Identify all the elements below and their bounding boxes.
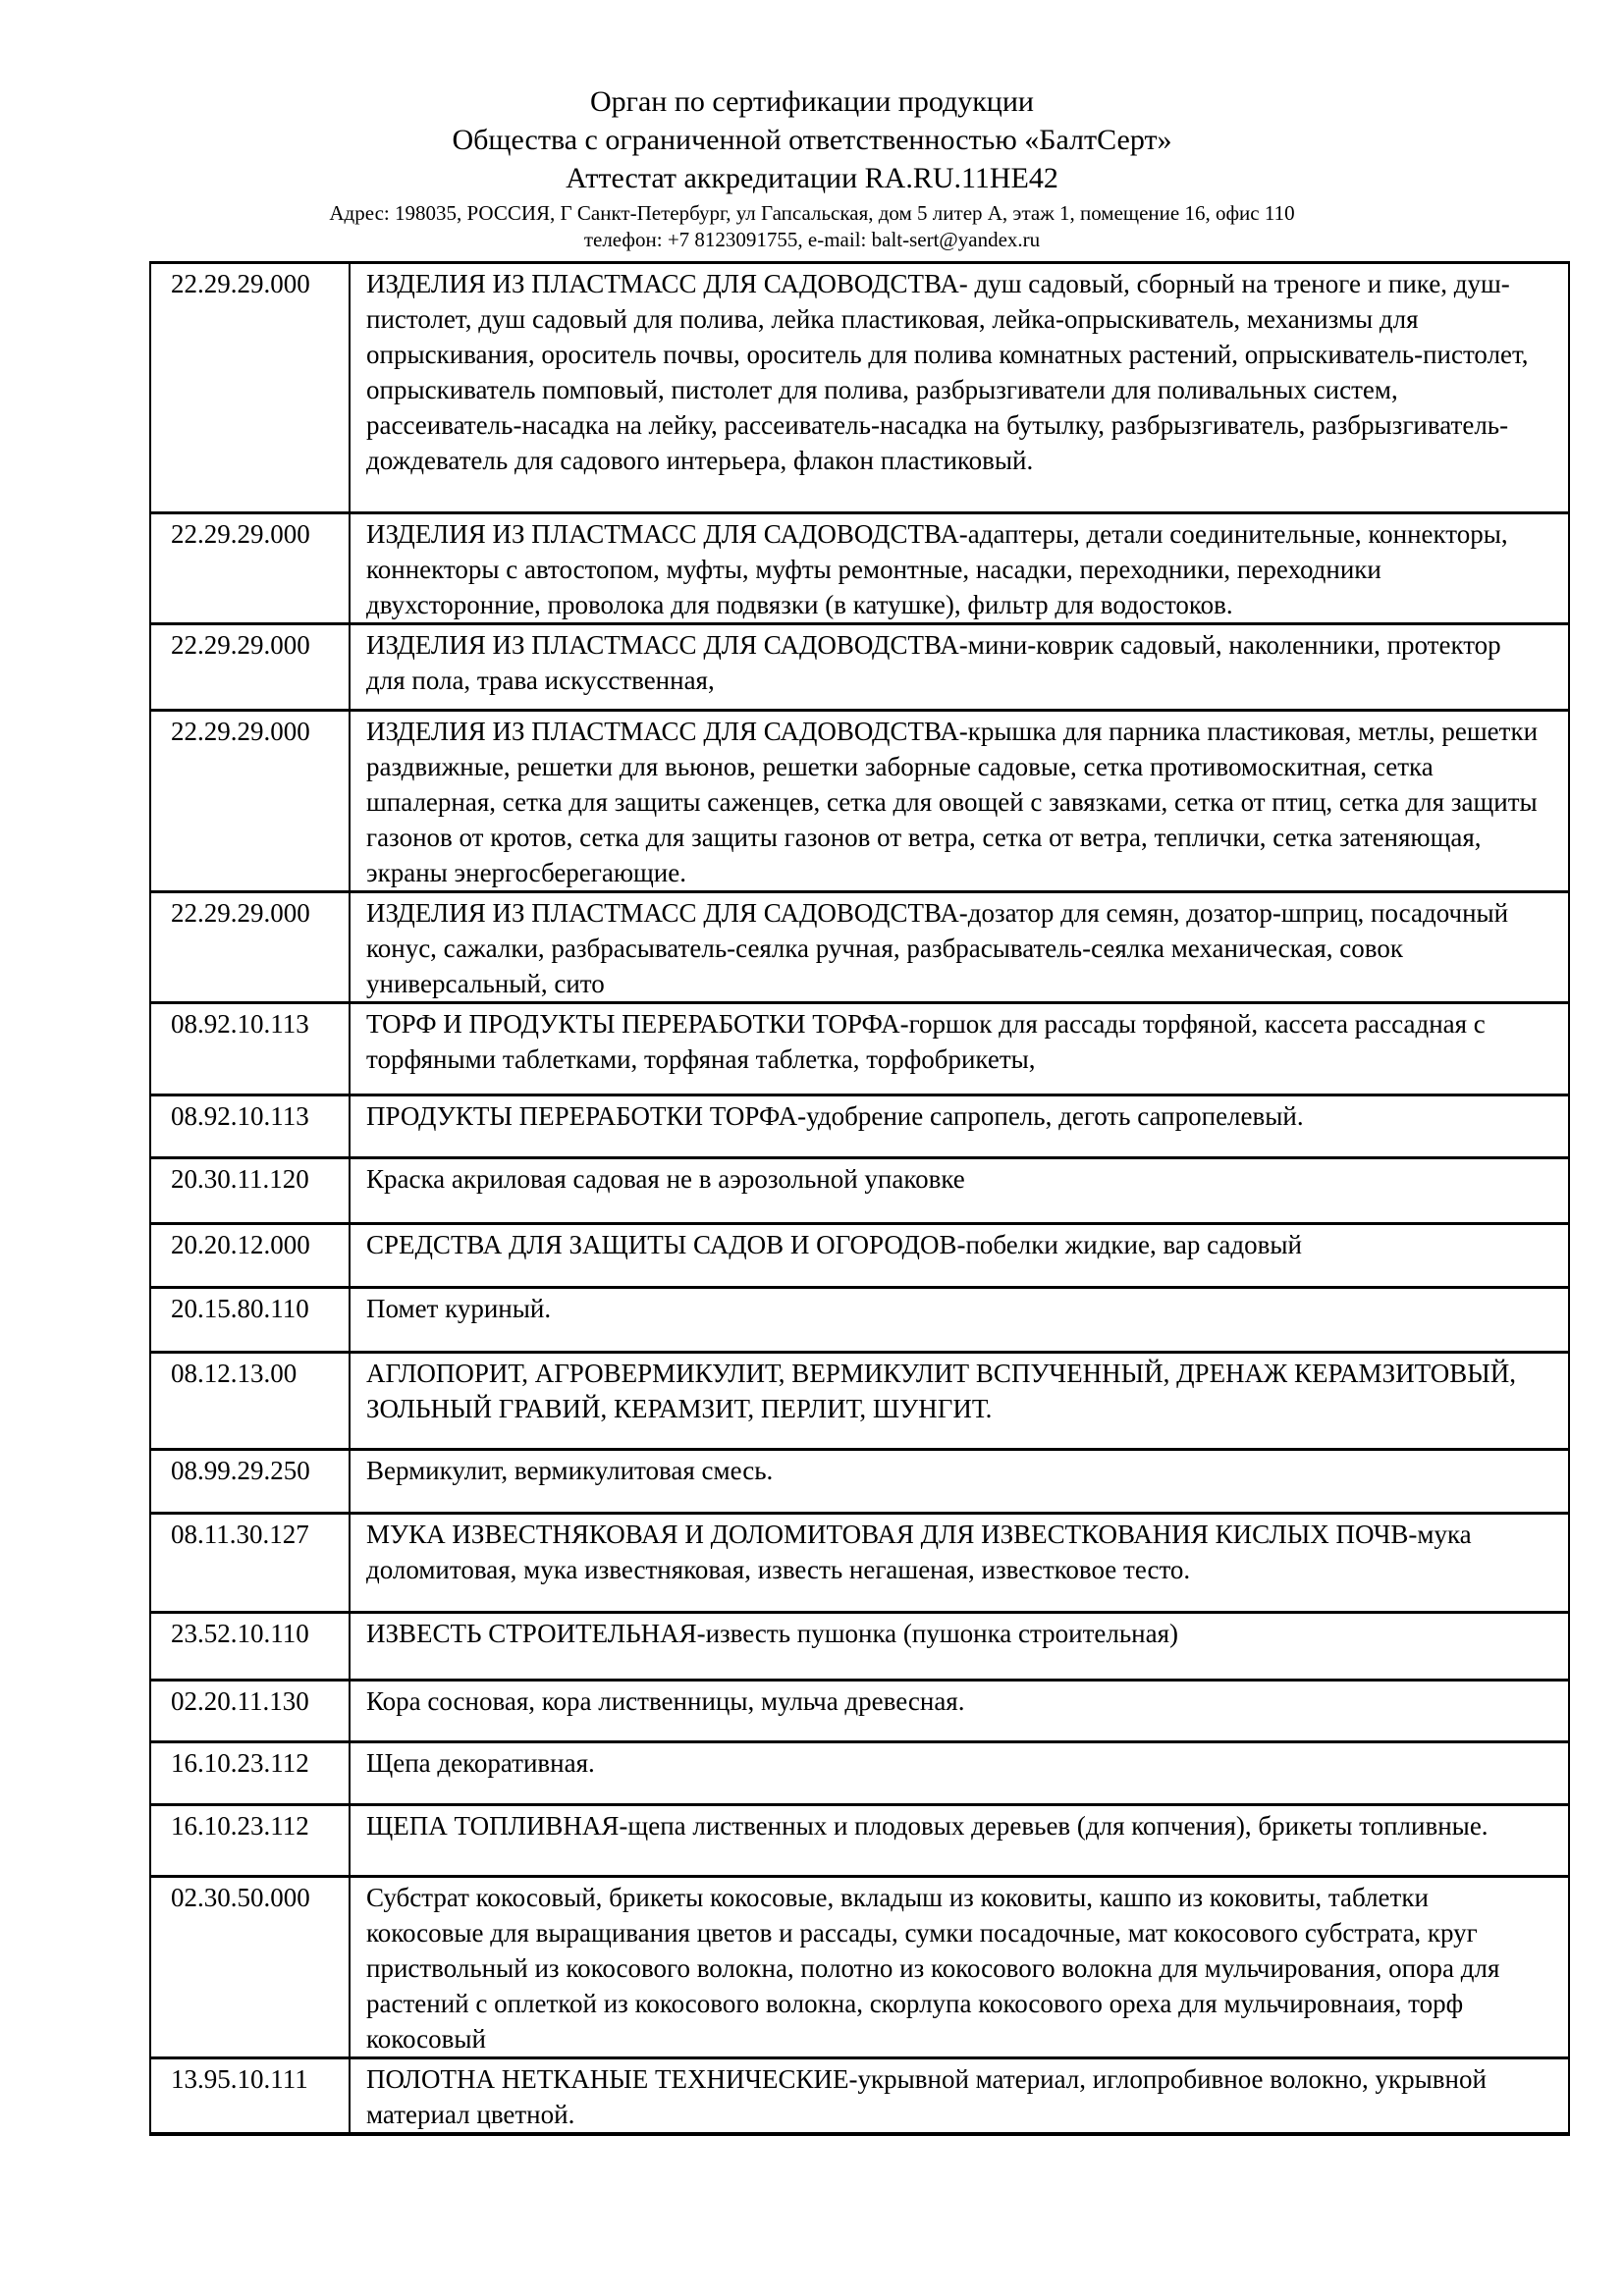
product-code: 22.29.29.000 [150,892,350,1003]
product-description: ИЗДЕЛИЯ ИЗ ПЛАСТМАСС ДЛЯ САДОВОДСТВА-мини-коврик садовый, наколенники, протектор для пола, трава искусственная, [350,624,1569,711]
product-code: 22.29.29.000 [150,263,350,513]
product-code: 13.95.10.111 [150,2058,350,2135]
product-description: ИЗВЕСТЬ СТРОИТЕЛЬНАЯ-известь пушонка (пушонка строительная) [350,1613,1569,1681]
product-code: 20.20.12.000 [150,1224,350,1288]
table-row [150,1353,1569,1450]
product-code: 16.10.23.112 [150,1742,350,1805]
org-title-line-2: Общества с ограниченной ответственностью «БалтСерт» [452,124,1172,156]
product-code: 08.92.10.113 [150,1003,350,1095]
table-row [150,624,1569,711]
product-code: 23.52.10.110 [150,1613,350,1681]
product-description: Помет куриный. [350,1288,1569,1353]
product-description: Кора сосновая, кора лиственницы, мульча древесная. [350,1681,1569,1742]
table-row [150,1095,1569,1158]
table-row [150,1742,1569,1805]
product-description: Субстрат кокосовый, брикеты кокосовые, вкладыш из коковиты, кашпо из коковиты, таблетки кокосовые для выращивания цветов и рассады, сумки посадочные, мат кокосового субстрата, круг приствольный из кокосового волокна, полотно из кокосового волокна для мульчирования, опора для растений с оплеткой из кокосового волокна, скорлупа кокосового ореха для мульчировнаия, торф кокосовый [350,1877,1569,2058]
table-row [150,1003,1569,1095]
table-row [150,2058,1569,2135]
product-table [149,261,1570,2136]
table-row [150,1681,1569,1742]
table-row [150,263,1569,513]
accreditation-line: Аттестат аккредитации RA.RU.11НЕ42 [566,162,1058,194]
product-code: 20.15.80.110 [150,1288,350,1353]
product-description: ИЗДЕЛИЯ ИЗ ПЛАСТМАСС ДЛЯ САДОВОДСТВА-крышка для парника пластиковая, метлы, решетки раздвижные, решетки для вьюнов, решетки заборные садовые, сетка противомоскитная, сетка шпалерная, сетка для защиты саженцев, сетка для овощей с завязками, сетка от птиц, сетка для защиты газонов от кротов, сетка для защиты газонов от ветра, сетка от ветра, теплички, сетка затеняющая, экраны энергосберегающие. [350,711,1569,892]
org-title-line-1: Орган по сертификации продукции [590,85,1034,118]
product-description: Щепа декоративная. [350,1742,1569,1805]
table-row [150,513,1569,624]
product-code: 20.30.11.120 [150,1158,350,1224]
table-row [150,1224,1569,1288]
product-code: 22.29.29.000 [150,624,350,711]
contact-line: телефон: +7 8123091755, e-mail: balt-sert@yandex.ru [583,228,1041,251]
product-description: ЩЕПА ТОПЛИВНАЯ-щепа лиственных и плодовых деревьев (для копчения), брикеты топливные. [350,1805,1569,1877]
address-line: Адрес: 198035, РОССИЯ, Г Санкт-Петербург, ул Гапсальская, дом 5 литер А, этаж 1, помещение 16, офис 110 [329,201,1295,225]
product-description: ТОРФ И ПРОДУКТЫ ПЕРЕРАБОТКИ ТОРФА-горшок для рассады торфяной, кассета рассадная с торфяными таблетками, торфяная таблетка, торфобрикеты, [350,1003,1569,1095]
product-description: ПОЛОТНА НЕТКАНЫЕ ТЕХНИЧЕСКИЕ-укрывной материал, иглопробивное волокно, укрывной материал цветной. [350,2058,1569,2135]
table-row [150,1514,1569,1613]
table-row [150,711,1569,892]
table-row [150,1158,1569,1224]
table-row [150,1288,1569,1353]
table-row [150,1613,1569,1681]
product-description: МУКА ИЗВЕСТНЯКОВАЯ И ДОЛОМИТОВАЯ ДЛЯ ИЗВЕСТКОВАНИЯ КИСЛЫХ ПОЧВ-мука доломитовая, мука известняковая, известь негашеная, известковое тесто. [350,1514,1569,1613]
table-row [150,1877,1569,2058]
product-description: ПРОДУКТЫ ПЕРЕРАБОТКИ ТОРФА-удобрение сапропель, деготь сапропелевый. [350,1095,1569,1158]
table-row [150,1450,1569,1514]
product-code: 16.10.23.112 [150,1805,350,1877]
product-code: 08.99.29.250 [150,1450,350,1514]
product-code: 08.12.13.00 [150,1353,350,1450]
product-table-body [150,263,1569,2135]
product-description: СРЕДСТВА ДЛЯ ЗАЩИТЫ САДОВ И ОГОРОДОВ-побелки жидкие, вар садовый [350,1224,1569,1288]
product-description: Краска акриловая садовая не в аэрозольной упаковке [350,1158,1569,1224]
product-code: 02.30.50.000 [150,1877,350,2058]
product-description: ИЗДЕЛИЯ ИЗ ПЛАСТМАСС ДЛЯ САДОВОДСТВА-дозатор для семян, дозатор-шприц, посадочный конус, сажалки, разбрасыватель-сеялка ручная, разбрасыватель-сеялка механическая, совок универсальный, сито [350,892,1569,1003]
document-header [0,82,1624,253]
product-description: ИЗДЕЛИЯ ИЗ ПЛАСТМАСС ДЛЯ САДОВОДСТВА-адаптеры, детали соединительные, коннекторы, коннекторы с автостопом, муфты, муфты ремонтные, насадки, переходники, переходники двухсторонние, проволока для подвязки (в катушке), фильтр для водостоков. [350,513,1569,624]
product-code: 22.29.29.000 [150,513,350,624]
table-row [150,1805,1569,1877]
table-row [150,892,1569,1003]
product-code: 22.29.29.000 [150,711,350,892]
product-code: 08.11.30.127 [150,1514,350,1613]
product-code: 02.20.11.130 [150,1681,350,1742]
product-description: Вермикулит, вермикулитовая смесь. [350,1450,1569,1514]
address-block [0,200,1624,253]
product-description: АГЛОПОРИТ, АГРОВЕРМИКУЛИТ, ВЕРМИКУЛИТ ВСПУЧЕННЫЙ, ДРЕНАЖ КЕРАМЗИТОВЫЙ, ЗОЛЬНЫЙ ГРАВИЙ, КЕРАМЗИТ, ПЕРЛИТ, ШУНГИТ. [350,1353,1569,1450]
product-code: 08.92.10.113 [150,1095,350,1158]
product-description: ИЗДЕЛИЯ ИЗ ПЛАСТМАСС ДЛЯ САДОВОДСТВА- душ садовый, сборный на треноге и пике, душ-пистолет, душ садовый для полива, лейка пластиковая, лейка-опрыскиватель, механизмы для опрыскивания, ороситель почвы, ороситель для полива комнатных растений, опрыскиватель-пистолет, опрыскиватель помповый, пистолет для полива, разбрызгиватели для поливальных систем, рассеиватель-насадка на лейку, рассеиватель-насадка на бутылку, разбрызгиватель, разбрызгиватель-дождеватель для садового интерьера, флакон пластиковый. [350,263,1569,513]
